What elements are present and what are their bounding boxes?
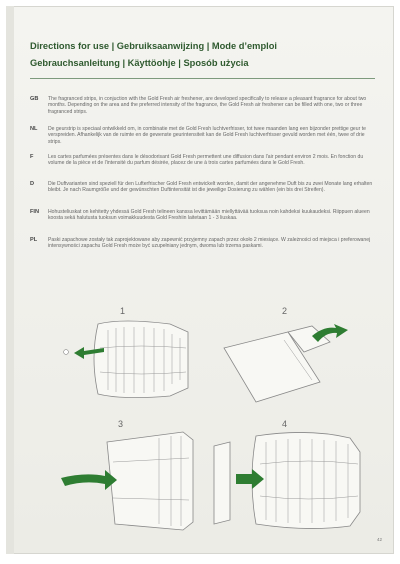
instruction-text: Paski zapachowe zostały tak zaprojektowane aby zapewnić przyjemny zapach przez około 2 miesiące. W zależności od miejsca i preferowanej intensywności zapachu Gold Fresh może być uzupełniany jednym, dwoma lub trzema paskami. — [48, 237, 371, 250]
title-line-1: Directions for use | Gebruiksaanwijzing | Mode d’emploi — [30, 41, 277, 51]
instruction-d — [30, 181, 376, 203]
instruction-text: Die Duftvarianten sind speziell für den Lufterfrischer Gold Fresh entwickelt worden, damit der angenehme Duft bis zu zwei Monate lang erhalten bleibt. Je nach Raumgröße und der gewünschten Duftintensität ist die jeweilige Dosierung zu wählen (ein bis drei Streifen). — [48, 181, 373, 194]
instruction-nl — [30, 126, 376, 148]
title-divider — [30, 78, 375, 79]
footer-code: 42 — [376, 537, 382, 542]
instruction-text: Hohusteliuskat on kehitetty yhdessä Gold Fresh telineen kanssa levittämään miellyttävää tuoksua noin kahdeksi kuukaudeksi. Riippuen alueen koosta sekä halutusta tuoksun voimakkuudesta Gold Freshiin laitetaan 1 - 3 liuskaa. — [48, 209, 370, 222]
arrow-icon — [312, 324, 348, 342]
step-4-illustration — [208, 428, 368, 532]
step-2-illustration — [200, 318, 370, 410]
language-code: F — [30, 154, 34, 160]
step-number-3: 3 — [118, 419, 124, 429]
instruction-pl — [30, 237, 376, 259]
instruction-fin — [30, 209, 376, 231]
step-number-2: 2 — [282, 306, 288, 316]
instruction-f — [30, 154, 376, 174]
language-code: GB — [30, 96, 39, 102]
arrow-icon — [61, 470, 117, 490]
step-1-illustration — [50, 318, 200, 400]
language-code: PL — [30, 237, 38, 243]
language-code: D — [30, 181, 35, 187]
title-line-2: Gebrauchsanleitung | Käyttöohje | Sposób użycia — [30, 58, 249, 68]
instruction-text: De geurstrip is speciaal ontwikkeld om, in combinatie met de Gold Fresh luchtverfrisser, tot twee maanden lang een bijzonder prettige geur te verspreiden. Afhankelijk van de ruimte en de gewenste geurintensiteit kan de Gold Fresh luchtverfrisser gevuld worden met één, twee of drie strips. — [48, 126, 366, 145]
instruction-gb — [30, 96, 376, 122]
language-code: NL — [30, 126, 38, 132]
language-code: FIN — [30, 209, 40, 215]
step-number-4: 4 — [282, 419, 288, 429]
instruction-text: The fragranced strips, in conjuction with the Gold Fresh air freshener, are developed specifically to release a pleasant fragrance for about two months. Depending on the area and the preferred intensity of the fragrance, the Gold Fresh air freshener can be filled with one, two or three fragranced strips. — [48, 96, 367, 115]
step-3-illustration — [55, 428, 205, 532]
instruction-text: Les cartes parfumées présentes dans le désodorisant Gold Fresh permettent une diffusion dans l'air pendant environ 2 mois. En fonction du volume de la pièce et de l'intensité du parfum désirée, placez de une à trois cartes parfumées dans le Gold Fresh. — [48, 154, 364, 167]
package-side-edge — [6, 6, 14, 554]
step-number-1: 1 — [120, 306, 126, 316]
